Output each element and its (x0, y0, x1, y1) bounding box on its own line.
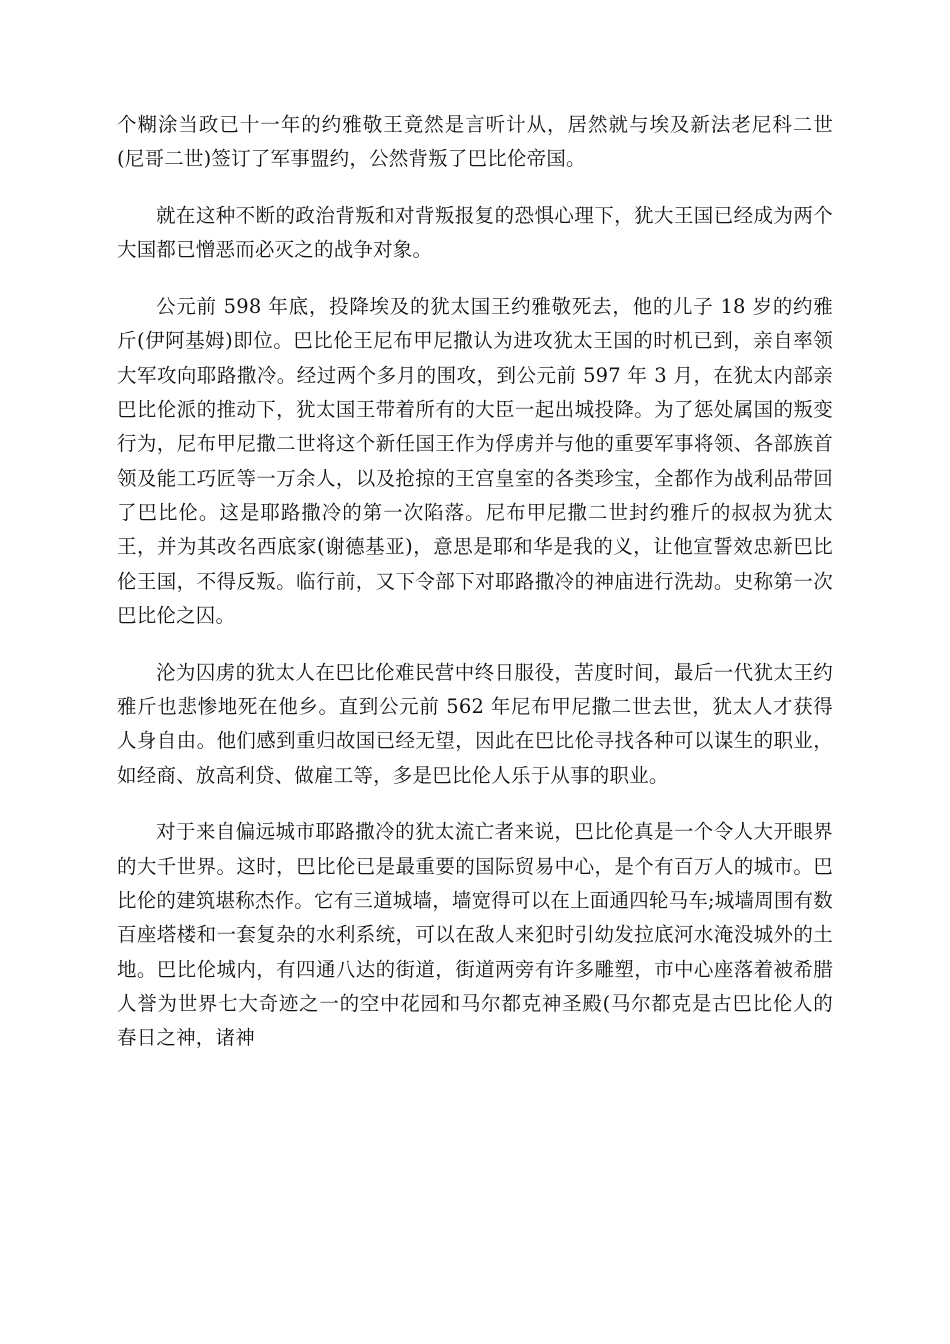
paragraph-1: 个糊涂当政已十一年的约雅敬王竟然是言听计从，居然就与埃及新法老尼科二世(尼哥二世)签订了军事盟约，公然背叛了巴比伦帝国。 (117, 113, 833, 171)
paragraph-2: 就在这种不断的政治背叛和对背叛报复的恐惧心理下，犹大王国已经成为两个大国都已憎恶而必灭之的战争对象。 (117, 204, 833, 262)
document-body (117, 108, 833, 1078)
paragraph-3: 公元前 598 年底，投降埃及的犹太国王约雅敬死去，他的儿子 18 岁的约雅斤(伊阿基姆)即位。巴比伦王尼布甲尼撒认为进攻犹太王国的时机已到，亲自率领大军攻向耶路撒冷。经过两个多月的围攻，到公元前 597 年 3 月，在犹太内部亲巴比伦派的推动下，犹太国王带着所有的大臣一起出城投降。为了惩处属国的叛变行为，尼布甲尼撒二世将这个新任国王作为俘虏并与他的重要军事将领、各部族首领及能工巧匠等一万余人，以及抢掠的王宫皇室的各类珍宝，全都作为战利品带回了巴比伦。这是耶路撒冷的第一次陷落。尼布甲尼撒二世封约雅斤的叔叔为犹太王，并为其改名西底家(谢德基亚)，意思是耶和华是我的义，让他宣誓效忠新巴比伦王国，不得反叛。临行前，又下令部下对耶路撒冷的神庙进行洗劫。史称第一次巴比伦之囚。 (117, 295, 833, 627)
paragraph-5: 对于来自偏远城市耶路撒冷的犹太流亡者来说，巴比伦真是一个令人大开眼界的大千世界。这时，巴比伦已是最重要的国际贸易中心，是个有百万人的城市。巴比伦的建筑堪称杰作。它有三道城墙，墙宽得可以在上面通四轮马车;城墙周围有数百座塔楼和一套复杂的水利系统，可以在敌人来犯时引幼发拉底河水淹没城外的土地。巴比伦城内，有四通八达的街道，街道两旁有许多雕塑，市中心座落着被希腊人誉为世界七大奇迹之一的空中花园和马尔都克神圣殿(马尔都克是古巴比伦人的春日之神，诸神 (117, 820, 833, 1050)
paragraph-4: 沦为囚虏的犹太人在巴比伦难民营中终日服役，苦度时间，最后一代犹太王约雅斤也悲惨地死在他乡。直到公元前 562 年尼布甲尼撒二世去世，犹太人才获得人身自由。他们感到重归故国已经无望，因此在巴比伦寻找各种可以谋生的职业，如经商、放高利贷、做雇工等，多是巴比伦人乐于从事的职业。 (117, 660, 833, 787)
